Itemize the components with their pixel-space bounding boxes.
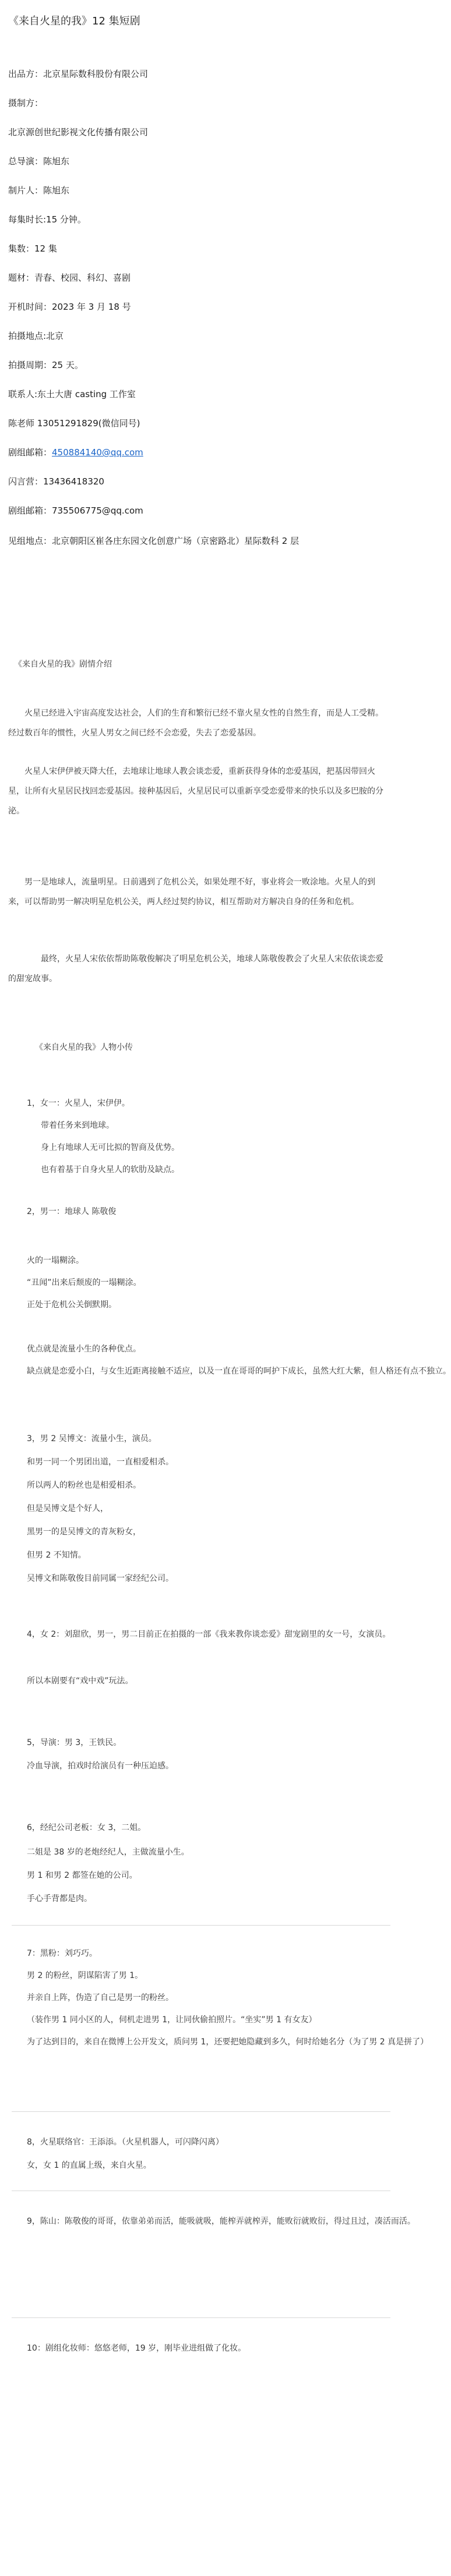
role-2-title: 2，男一：地球人 陈敬俊 xyxy=(27,1207,117,1216)
role-3-line-5: 但男 2 不知情。 xyxy=(27,1551,86,1560)
info-director: 总导演：陈旭东 xyxy=(8,156,70,167)
role-8-line-1: 女，女 1 的直属上级，来自火星。 xyxy=(27,2161,151,2170)
info-start-date: 开机时间：2023 年 3 月 18 号 xyxy=(8,302,131,312)
role-7-title: 7：黑粉：刘巧巧。 xyxy=(27,1949,97,1958)
info-audition-address: 见组地点：北京朝阳区崔各庄东园文化创意广场（京密路北）星际数科 2 层 xyxy=(8,536,300,546)
info-executive: 制片人：陈旭东 xyxy=(8,185,70,196)
info-production-label: 摄制方： xyxy=(8,98,44,108)
role-3-line-3: 但是吴博文是个好人， xyxy=(27,1504,108,1513)
info-flash-group: 闪言营：13436418320 xyxy=(8,476,104,487)
info-location: 拍摄地点:北京 xyxy=(8,331,64,341)
role-6-line-2: 男 1 和男 2 都签在她的公司。 xyxy=(27,1871,138,1880)
synopsis-paragraph-2: 火星人宋伊伊被天降大任，去地球让地球人教会谈恋爱，重新获得身体的恋爱基因，把基因带回火星，让所有火星居民找回恋爱基因。接种基因后，火星居民可以重新享受恋爱带来的快乐以及多巴胺的分泌。 xyxy=(8,767,383,816)
role-1-line-2: 身上有地球人无可比拟的智商及优势。 xyxy=(41,1143,179,1152)
role-2-line-4: 优点就是流量小生的各种优点。 xyxy=(27,1344,141,1354)
role-2-line-2: “丑闻”出来后颓废的一塌糊涂。 xyxy=(27,1278,142,1287)
page-title: 《来自火星的我》12 集短剧 xyxy=(8,15,140,27)
synopsis-paragraph-1: 火星已经进入宇宙高度发达社会，人们的生育和繁衍已经不靠火星女性的自然生育，而是人工受精。经过数百年的惯性，火星人男女之间已经不会恋爱，失去了恋爱基因。 xyxy=(8,709,383,738)
role-6-line-3: 手心手背都是肉。 xyxy=(27,1894,92,1903)
info-genre: 题材：青春、校园、科幻、喜剧 xyxy=(8,273,131,283)
info-contact: 联系人:东土大唐 casting 工作室 xyxy=(8,389,136,399)
role-3-line-6: 吴博文和陈敬俊目前同属一家经纪公司。 xyxy=(27,1574,174,1583)
role-1-title: 1，女一：火星人，宋伊伊。 xyxy=(27,1099,130,1108)
role-7-line-4: 为了达到目的，来自在微博上公开发文，质问男 1，还要把她隐藏到多久，何时给她名分（为了男 2 真是拼了） xyxy=(27,2037,429,2047)
role-4-text: 4，女 2：刘甜欣，男一，男二目前正在拍摄的一部《我来教你谈恋爱》甜宠剧里的女一号，女演员。 xyxy=(27,1630,391,1639)
role-10-title: 10：剧组化妆师：悠悠老师，19 岁，刚毕业进组做了化妆。 xyxy=(27,2344,246,2353)
role-6-line-1: 二姐是 38 岁的老炮经纪人，主做流量小生。 xyxy=(27,1848,189,1857)
role-8-title: 8，火星联络官：王添添。（火星机器人，可闪降闪离） xyxy=(27,2138,224,2147)
role-3-title: 3，男 2 吴博文：流量小生，演员。 xyxy=(27,1434,157,1443)
role-3-line-2: 所以两人的粉丝也是相爱相杀。 xyxy=(27,1481,141,1490)
info-email-2: 剧组邮箱：735506775@qq.com xyxy=(8,505,143,516)
info-producer: 出品方：北京星际数科股份有限公司 xyxy=(8,69,149,79)
role-4-line-2: 所以本剧要有“戏中戏”玩法。 xyxy=(27,1676,133,1686)
info-email xyxy=(8,447,143,458)
role-7-line-2: 并亲自上阵，伪造了自己是男一的粉丝。 xyxy=(27,1993,174,2002)
synopsis-paragraph-3: 男一是地球人，流量明星。日前遇到了危机公关，如果处理不好，事业将会一败涂地。火星人的到来，可以帮助男一解决明星危机公关，两人经过契约协议，相互帮助对方解决自身的任务和危机。 xyxy=(8,877,375,907)
role-9-title: 9，陈山：陈敬俊的哥哥，依靠弟弟而活，能吸就吸，能榨弄就榨弄，能败衍就败衍，得过且过，凑活而活。 xyxy=(27,2217,415,2226)
characters-heading: 《来自火星的我》人物小传 xyxy=(35,1043,133,1052)
role-2-line-1: 火的一塌糊涂。 xyxy=(27,1256,84,1265)
info-duration: 每集时长:15 分钟。 xyxy=(8,214,86,225)
info-phone: 陈老师 13051291829(微信同号) xyxy=(8,418,140,429)
role-3-line-1: 和男一同一个男团出道，一直相爱相杀。 xyxy=(27,1457,174,1467)
info-period: 拍摄周期：25 天。 xyxy=(8,360,83,370)
divider xyxy=(12,2317,390,2318)
role-1-line-3: 也有着基于自身火星人的软肋及缺点。 xyxy=(41,1165,179,1174)
role-3-line-4: 黑男一的是吴博文的青灰粉女， xyxy=(27,1527,141,1537)
email-label: 剧组邮箱： xyxy=(8,447,52,458)
info-episodes: 集数：12 集 xyxy=(8,243,57,254)
role-7-line-3: （装作男 1 同小区的人，伺机走进男 1，让同伙偷拍照片。“坐实”男 1 有女友） xyxy=(27,2015,317,2025)
role-7-line-1: 男 2 的粉丝，阴谋陷害了男 1。 xyxy=(27,1971,143,1980)
divider xyxy=(12,1925,390,1926)
role-2-line-5: 缺点就是恋爱小白，与女生近距离接触不适应，以及一直在哥哥的呵护下成长，虽然大红大紫，但人格还有点不独立。 xyxy=(27,1367,451,1376)
role-6-title: 6，经纪公司老板：女 3，二姐。 xyxy=(27,1823,146,1832)
synopsis-heading: 《来自火星的我》剧情介绍 xyxy=(14,660,112,669)
role-5-title: 5，导演：男 3，王铁民。 xyxy=(27,1738,122,1747)
email-link[interactable]: 450884140@qq.com xyxy=(52,447,143,458)
divider xyxy=(12,2111,390,2112)
synopsis-paragraph-4: 最终，火星人宋依依帮助陈敬俊解决了明星危机公关，地球人陈敬俊教会了火星人宋依依谈恋爱的甜宠故事。 xyxy=(8,954,383,983)
info-production-company: 北京源创世纪影视文化传播有限公司 xyxy=(8,127,149,137)
role-2-line-3: 正处于危机公关倒默期。 xyxy=(27,1300,117,1310)
role-1-line-1: 带着任务来到地球。 xyxy=(41,1121,114,1130)
role-5-line-1: 冷血导演，拍戏时给演员有一种压迫感。 xyxy=(27,1761,174,1771)
